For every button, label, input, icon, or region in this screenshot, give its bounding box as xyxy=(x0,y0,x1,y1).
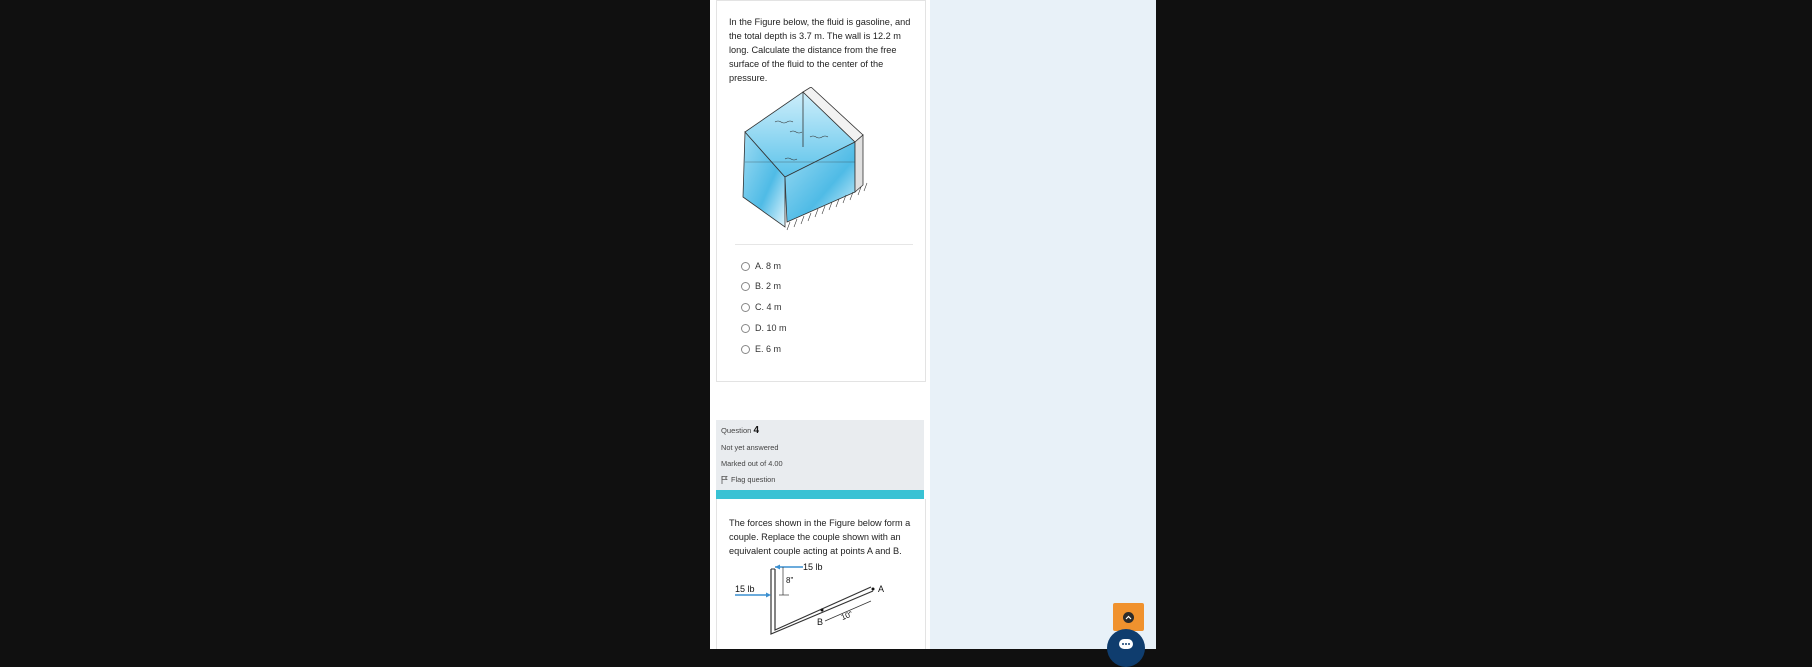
radio-d[interactable] xyxy=(741,324,750,333)
question-marks: Marked out of 4.00 xyxy=(721,459,783,468)
option-c-label: C. 4 m xyxy=(755,302,782,312)
question-4-text: The forces shown in the Figure below form a couple. Replace the couple shown with an equivalent couple acting at points A and B. xyxy=(729,518,911,556)
option-b-label: B. 2 m xyxy=(755,281,782,291)
option-d-label: D. 10 m xyxy=(755,323,787,333)
flag-question-link[interactable] xyxy=(721,475,775,484)
dim-vertical-label: 8" xyxy=(786,576,794,585)
question-status: Not yet answered xyxy=(721,443,779,452)
option-c[interactable] xyxy=(741,300,782,314)
option-e-label: E. 6 m xyxy=(755,344,782,354)
couple-figure xyxy=(733,559,893,639)
chevron-up-icon xyxy=(1123,612,1134,623)
question-prefix: Question xyxy=(721,426,752,435)
page-viewport xyxy=(710,0,1156,649)
radio-a[interactable] xyxy=(741,262,750,271)
quiz-column xyxy=(710,0,930,649)
option-b[interactable] xyxy=(741,279,781,293)
chat-icon xyxy=(1119,639,1133,649)
question-number: 4 xyxy=(753,425,760,436)
separator xyxy=(735,244,913,245)
right-panel xyxy=(930,0,1156,649)
point-b-label: B xyxy=(817,617,824,627)
point-a-label: A xyxy=(878,584,885,594)
scroll-top-button[interactable] xyxy=(1113,603,1144,631)
flag-question-label: Flag question xyxy=(731,475,776,484)
radio-e[interactable] xyxy=(741,345,750,354)
chat-button[interactable] xyxy=(1107,629,1145,667)
question-3-text: In the Figure below, the fluid is gasoline, and the total depth is 3.7 m. The wall is 12.2 m long. Calculate the distance from the free surface of the fluid to the center of the pressure. xyxy=(729,17,911,83)
option-e[interactable] xyxy=(741,342,781,356)
option-a-label: A. 8 m xyxy=(755,261,782,271)
force-top-label: 15 lb xyxy=(803,562,823,572)
question-3-box xyxy=(716,0,926,382)
force-left-label: 15 lb xyxy=(735,584,755,594)
tank-wall-figure xyxy=(735,87,885,232)
option-a[interactable] xyxy=(741,259,781,273)
question-4-accent-bar xyxy=(716,490,924,499)
radio-b[interactable] xyxy=(741,282,750,291)
question-4-title xyxy=(721,425,759,436)
dim-diagonal-label: 10" xyxy=(839,609,855,623)
question-4-info xyxy=(716,420,924,490)
flag-icon xyxy=(721,476,728,484)
radio-c[interactable] xyxy=(741,303,750,312)
question-4-box xyxy=(716,499,926,649)
option-d[interactable] xyxy=(741,321,787,335)
